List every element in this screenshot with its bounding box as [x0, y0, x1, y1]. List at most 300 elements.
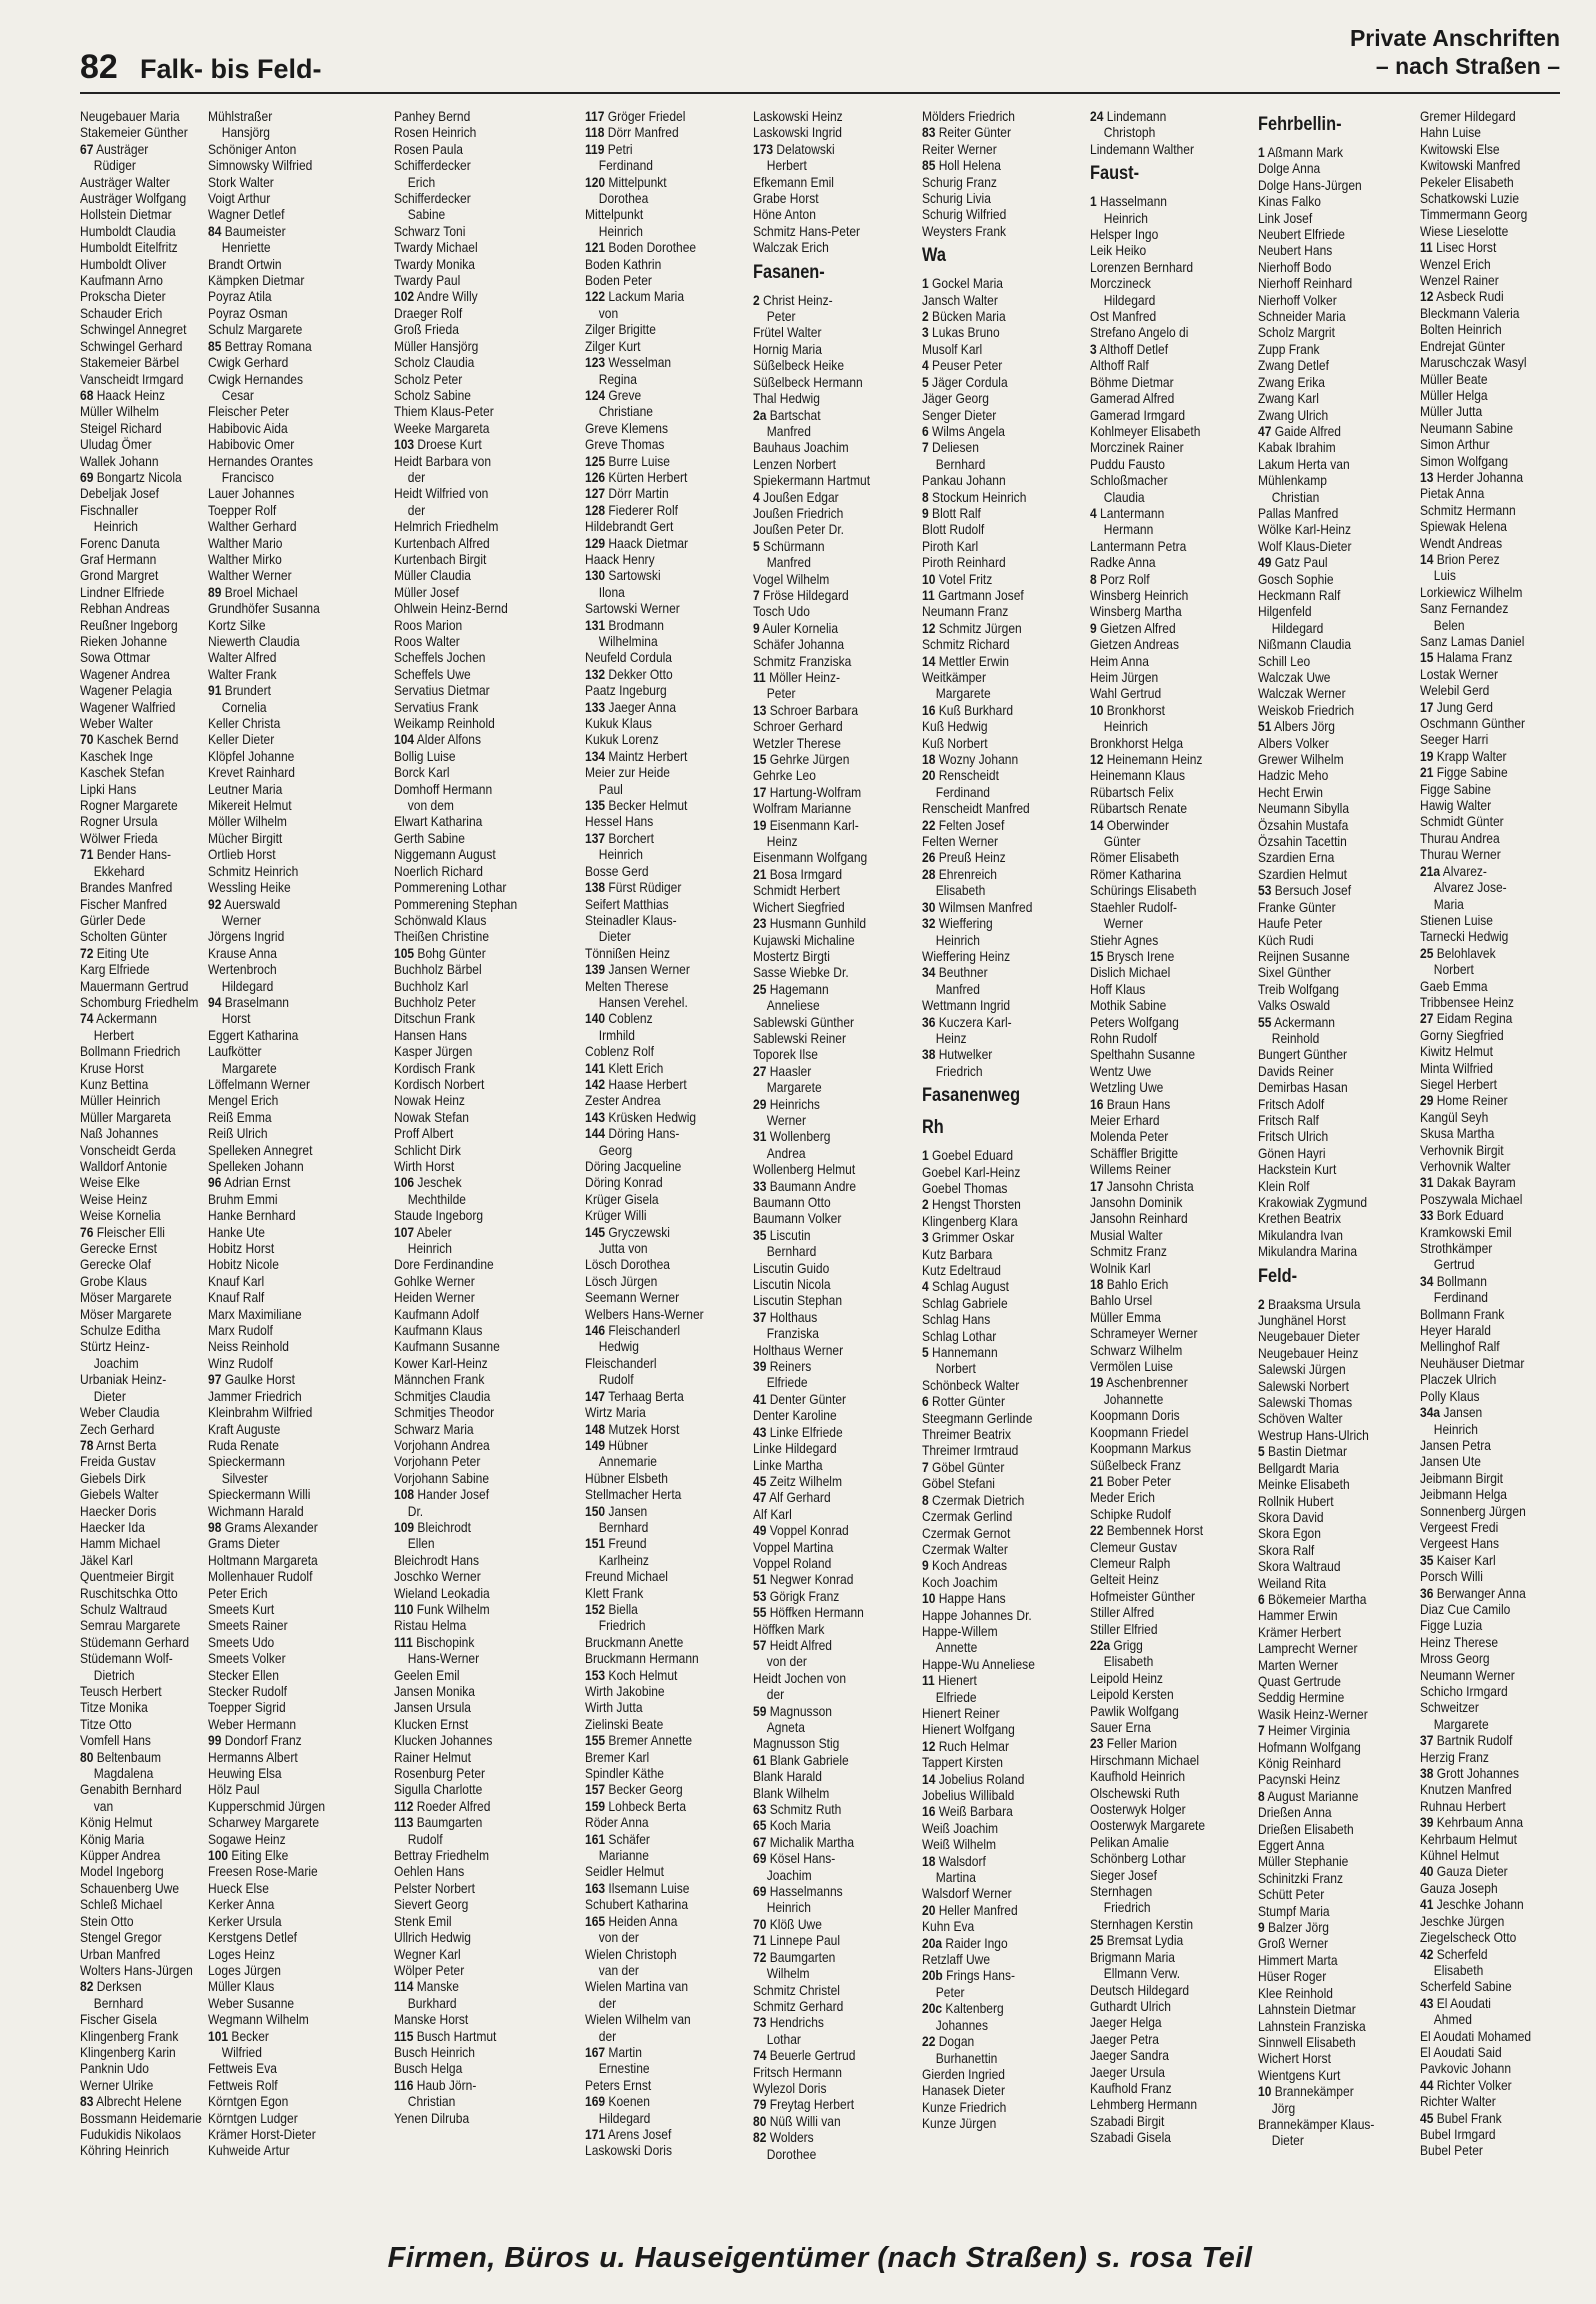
- directory-entry: Baumann Volker: [753, 1210, 842, 1227]
- house-number: 167: [585, 2043, 606, 2060]
- entry-continuation: Cornelia: [221, 698, 267, 715]
- directory-entry: Piroth Karl: [922, 537, 979, 554]
- house-number: 115: [394, 2027, 414, 2044]
- directory-entry: Lantermann Petra: [1090, 537, 1187, 554]
- house-number: 19: [753, 816, 767, 833]
- directory-entry: 33 Baumann Andre: [753, 1177, 857, 1194]
- directory-entry: 43 El Aoudati: [1420, 1994, 1491, 2011]
- directory-entry: Bubel Irmgard: [1420, 2125, 1496, 2142]
- directory-entry: Humboldt Eitelfritz: [80, 239, 178, 256]
- directory-entry: Möller Wilhelm: [208, 813, 287, 830]
- entry-continuation: Luis: [1433, 567, 1456, 584]
- directory-entry: Walldorf Antonie: [80, 1158, 168, 1174]
- directory-entry: 85 Bettray Romana: [208, 337, 312, 354]
- directory-entry: Figge Sabine: [1420, 780, 1491, 797]
- directory-entry: Pommerening Lothar: [394, 879, 507, 896]
- house-number: 171: [585, 2125, 606, 2142]
- directory-entry: König Reinhard: [1258, 1755, 1342, 1771]
- directory-entry: 53 Bersuch Josef: [1258, 882, 1352, 899]
- directory-entry: Klucken Johannes: [394, 1732, 493, 1749]
- house-number: 1: [922, 275, 929, 292]
- entry-continuation: Heinrich: [766, 1899, 811, 1916]
- directory-entry: Niggemann August: [394, 846, 496, 863]
- directory-entry: 63 Schmitz Ruth: [753, 1801, 842, 1818]
- house-number: 82: [753, 2129, 767, 2146]
- directory-entry: Simon Wolfgang: [1420, 452, 1509, 469]
- directory-entry: 106 Jeschek: [394, 1174, 462, 1191]
- directory-entry: Zilger Kurt: [585, 337, 641, 354]
- directory-entry: Böhme Dietmar: [1090, 373, 1174, 390]
- entry-continuation: Horst: [221, 1010, 251, 1027]
- directory-entry: Ristau Helma: [394, 1617, 467, 1634]
- directory-entry: Holthaus Werner: [753, 1341, 844, 1358]
- directory-entry: Vermölen Luise: [1090, 1358, 1174, 1375]
- directory-entry: Neiss Reinhold: [208, 1338, 289, 1355]
- directory-entry: 138 Fürst Rüdiger: [585, 879, 682, 896]
- directory-entry: Wieffering Heinz: [922, 947, 1011, 964]
- directory-entry: Wagener Andrea: [80, 665, 170, 682]
- house-number: 20: [922, 1901, 936, 1918]
- entry-continuation: Marianne: [598, 1847, 649, 1864]
- directory-entry: Salewski Jürgen: [1258, 1361, 1346, 1378]
- house-number: 10: [1258, 2083, 1272, 2100]
- directory-entry: 76 Fleischer Elli: [80, 1223, 165, 1240]
- directory-entry: Bolten Heinrich: [1420, 321, 1502, 338]
- directory-entry: Hanke Ute: [208, 1223, 265, 1240]
- directory-entry: 11 Hienert: [922, 1672, 977, 1689]
- directory-entry: 2 Braaksma Ursula: [1258, 1295, 1361, 1312]
- directory-entry: Ost Manfred: [1090, 308, 1157, 325]
- directory-entry: 15 Gehrke Jürgen: [753, 751, 850, 768]
- directory-entry: Gamerad Irmgard: [1090, 406, 1186, 423]
- house-number: 1: [1258, 144, 1265, 160]
- entry-continuation: Johannes: [935, 2016, 988, 2033]
- entry-continuation: Dorothea: [598, 190, 649, 207]
- directory-entry: Zwang Detlef: [1258, 357, 1329, 374]
- directory-entry: Genabith Bernhard: [80, 1781, 182, 1798]
- directory-entry: Laskowski Doris: [585, 2142, 672, 2159]
- entry-continuation: Bernhard: [93, 1994, 144, 2011]
- directory-entry: Seemann Werner: [585, 1289, 680, 1306]
- directory-entry: Kuß Norbert: [922, 734, 988, 751]
- directory-entry: Hornig Maria: [753, 340, 822, 357]
- entry-continuation: Herbert: [766, 157, 807, 174]
- directory-entry: Schulz Waltraud: [80, 1600, 168, 1617]
- directory-entry: Linke Hildegard: [753, 1440, 837, 1457]
- house-number: 3: [922, 1229, 929, 1246]
- directory-entry: El Aoudati Mohamed: [1420, 2027, 1532, 2044]
- directory-entry: 8 August Marianne: [1258, 1787, 1359, 1804]
- directory-entry: Neubert Elfriede: [1258, 226, 1346, 243]
- directory-entry: Musial Walter: [1090, 1226, 1163, 1243]
- directory-entry: Döring Jacqueline: [585, 1158, 682, 1174]
- directory-entry: Müller Klaus: [208, 1978, 275, 1995]
- directory-entry: 25 Belohlavek: [1420, 944, 1496, 961]
- directory-entry: Threimer Irmtraud: [922, 1442, 1019, 1459]
- directory-entry: Theißen Christine: [394, 928, 490, 945]
- directory-entry: Knutzen Manfred: [1420, 1781, 1512, 1798]
- directory-entry: 22a Grigg: [1090, 1636, 1143, 1653]
- directory-entry: Walther Mirko: [208, 550, 282, 567]
- house-number: 118: [585, 124, 605, 141]
- directory-entry: Haecker Ida: [80, 1518, 145, 1535]
- entry-continuation: Rüdiger: [93, 157, 136, 174]
- directory-entry: 71 Bender Hans-: [80, 846, 172, 863]
- directory-entry: Wollenberg Helmut: [753, 1161, 856, 1178]
- directory-entry: Jansen Ute: [1420, 1453, 1481, 1470]
- directory-entry: Hienert Wolfgang: [922, 1721, 1015, 1738]
- house-number: 15: [753, 751, 767, 768]
- directory-entry: Zwang Karl: [1258, 390, 1319, 407]
- directory-entry: 24 Lindemann: [1090, 108, 1167, 124]
- directory-entry: Goebel Karl-Heinz: [922, 1163, 1021, 1180]
- entry-continuation: Günter: [1103, 833, 1141, 850]
- directory-entry: Koopmann Friedel: [1090, 1423, 1189, 1440]
- house-number: 5: [753, 537, 760, 554]
- directory-entry: Kujawski Michaline: [753, 931, 855, 948]
- directory-entry: Wölke Karl-Heinz: [1258, 521, 1352, 538]
- house-number: 27: [753, 1062, 767, 1079]
- directory-entry: Sauer Erna: [1090, 1719, 1151, 1735]
- directory-entry: Schulz Margarete: [208, 321, 303, 338]
- directory-entry: Kaschek Inge: [80, 747, 153, 764]
- directory-entry: Schmitz Christel: [753, 1981, 840, 1998]
- directory-entry: 127 Dörr Martin: [585, 485, 669, 502]
- directory-entry: Peters Ernst: [585, 2076, 652, 2093]
- house-number: 157: [585, 1781, 606, 1798]
- entry-continuation: Ilona: [598, 583, 625, 600]
- house-number: 132: [585, 665, 606, 682]
- directory-entry: 163 Ilsemann Luise: [585, 1879, 690, 1896]
- directory-entry: Link Josef: [1258, 209, 1313, 226]
- directory-entry: Weiß Wilhelm: [922, 1836, 997, 1853]
- directory-entry: 16 Weiß Barbara: [922, 1803, 1013, 1820]
- directory-entry: 6 Bökemeier Martha: [1258, 1590, 1367, 1607]
- house-number: 94: [208, 993, 222, 1010]
- directory-entry: Simnowsky Wilfried: [208, 157, 313, 174]
- house-number: 114: [394, 1978, 414, 1995]
- house-number: 18: [922, 1852, 936, 1869]
- directory-entry: Grond Margret: [80, 567, 159, 584]
- directory-entry: Heidt Barbara von: [394, 452, 492, 469]
- directory-entry: Spelthahn Susanne: [1090, 1046, 1196, 1063]
- directory-entry: Schürings Elisabeth: [1090, 882, 1197, 899]
- directory-entry: Winsberg Martha: [1090, 603, 1182, 620]
- directory-entry: Neumann Werner: [1420, 1666, 1515, 1683]
- directory-entry: Oschmann Günther: [1420, 715, 1526, 732]
- directory-entry: Sogawe Heinz: [208, 1830, 286, 1847]
- directory-entry: Klöpfel Johanne: [208, 747, 295, 764]
- house-number: 129: [585, 534, 606, 551]
- directory-entry: Sowa Ottmar: [80, 649, 151, 666]
- directory-entry: Molenda Peter: [1090, 1128, 1169, 1145]
- directory-entry: Wolfram Marianne: [753, 800, 852, 817]
- directory-entry: Jammer Friedrich: [208, 1387, 302, 1404]
- directory-entry: Urban Manfred: [80, 1945, 161, 1962]
- directory-entry: 96 Adrian Ernst: [208, 1174, 291, 1191]
- directory-entry: 137 Borchert: [585, 829, 654, 846]
- directory-entry: Pankau Johann: [922, 472, 1006, 489]
- directory-entry: 12 Ruch Helmar: [922, 1737, 1010, 1754]
- directory-entry: 13 Schroer Barbara: [753, 701, 859, 718]
- directory-entry: Wolters Hans-Jürgen: [80, 1961, 193, 1978]
- directory-entry: Schwingel Gerhard: [80, 337, 183, 354]
- entry-continuation: von der: [598, 1929, 639, 1946]
- directory-entry: Kerker Ursula: [208, 1912, 282, 1929]
- directory-entry: Stiller Elfried: [1090, 1620, 1158, 1637]
- house-number: 15: [1420, 649, 1434, 666]
- house-number: 53: [753, 1587, 767, 1604]
- directory-entry: 80 Beltenbaum: [80, 1748, 162, 1765]
- entry-continuation: van der: [598, 1961, 639, 1978]
- directory-entry: Noerlich Richard: [394, 862, 483, 879]
- directory-entry: Musolf Karl: [922, 340, 983, 357]
- directory-column: [1258, 108, 1375, 2149]
- directory-entry: 37 Holthaus: [753, 1308, 818, 1325]
- entry-continuation: Burhanettin: [935, 2049, 998, 2066]
- directory-entry: Puddu Fausto: [1090, 455, 1165, 472]
- directory-entry: Wolnik Karl: [1090, 1259, 1151, 1276]
- house-number: 71: [753, 1932, 767, 1949]
- directory-entry: Stürtz Heinz-: [80, 1338, 150, 1355]
- directory-entry: Nowak Stefan: [394, 1108, 469, 1125]
- directory-entry: Krämer Horst-Dieter: [208, 2125, 316, 2142]
- entry-continuation: Margarete: [1433, 1715, 1489, 1732]
- directory-entry: 102 Andre Willy: [394, 288, 478, 305]
- directory-entry: Teusch Herbert: [80, 1683, 162, 1699]
- directory-entry: 20 Renscheidt: [922, 767, 999, 784]
- house-number: 142: [585, 1075, 606, 1092]
- house-number: 106: [394, 1174, 415, 1191]
- directory-entry: Lehmberg Hermann: [1090, 2096, 1198, 2113]
- directory-entry: Bahlo Ursel: [1090, 1292, 1153, 1309]
- directory-entry: Austräger Wolfgang: [80, 190, 187, 207]
- directory-entry: Wylezol Doris: [753, 2079, 827, 2096]
- directory-entry: Lahnstein Dietmar: [1258, 2001, 1356, 2018]
- house-number: 63: [753, 1801, 767, 1818]
- directory-entry: Müller Heinrich: [80, 1092, 161, 1109]
- directory-entry: Leutner Maria: [208, 780, 283, 797]
- house-number: 89: [208, 583, 222, 600]
- directory-entry: Spelleken Annegret: [208, 1141, 313, 1158]
- directory-entry: Winz Rudolf: [208, 1354, 273, 1371]
- directory-entry: Thurau Andrea: [1420, 829, 1500, 846]
- directory-entry: Freund Michael: [585, 1568, 668, 1585]
- directory-entry: Skora Waltraud: [1258, 1558, 1341, 1575]
- directory-entry: Schönwald Klaus: [394, 911, 487, 928]
- directory-entry: 112 Roeder Alfred: [394, 1797, 491, 1814]
- house-number: 71: [80, 846, 94, 863]
- entry-continuation: Peter: [766, 685, 796, 702]
- entry-continuation: Dr.: [407, 1502, 424, 1519]
- street-heading: Faust-: [1090, 163, 1140, 185]
- directory-entry: Bubel Peter: [1420, 2142, 1483, 2159]
- directory-entry: 36 Kuczera Karl-: [922, 1013, 1012, 1030]
- directory-entry: Mikulandra Marina: [1258, 1243, 1358, 1260]
- directory-entry: Krause Anna: [208, 944, 277, 961]
- house-number: 8: [1258, 1787, 1265, 1804]
- directory-entry: 104 Alder Alfons: [394, 731, 482, 748]
- directory-entry: Giebels Dirk: [80, 1469, 146, 1486]
- directory-entry: Wegmann Wilhelm: [208, 2011, 309, 2028]
- directory-entry: Schütt Peter: [1258, 1886, 1325, 1903]
- directory-entry: 20c Kaltenberg: [922, 2000, 1004, 2017]
- directory-entry: 72 Eiting Ute: [80, 944, 149, 961]
- entry-continuation: Hedwig: [598, 1338, 639, 1355]
- directory-entry: 9 Blott Ralf: [922, 504, 981, 521]
- directory-entry: Humboldt Oliver: [80, 255, 167, 272]
- entry-continuation: Christian: [1271, 488, 1320, 505]
- house-number: 7: [1258, 1722, 1265, 1739]
- directory-entry: 14 Jobelius Roland: [922, 1770, 1025, 1787]
- directory-entry: Spelleken Johann: [208, 1158, 304, 1174]
- house-number: 19: [1420, 747, 1434, 764]
- entry-continuation: Rudolf: [598, 1371, 634, 1388]
- directory-entry: Koch Joachim: [922, 1573, 998, 1590]
- directory-entry: Walther Werner: [208, 567, 292, 584]
- house-number: 38: [1420, 1765, 1434, 1782]
- directory-entry: 116 Haub Jörn-: [394, 2076, 477, 2093]
- directory-entry: Humboldt Claudia: [80, 222, 176, 239]
- directory-entry: Stakemeier Bärbel: [80, 354, 180, 371]
- house-number: 76: [80, 1223, 94, 1240]
- directory-entry: Kaufmann Adolf: [394, 1305, 480, 1322]
- directory-entry: Stiehr Agnes: [1090, 931, 1159, 948]
- running-head-line-1: Private Anschriften: [1349, 25, 1560, 51]
- directory-entry: Schmitz Hans-Peter: [753, 222, 861, 239]
- directory-entry: 5 Schürmann: [753, 537, 825, 554]
- directory-entry: Stecker Rudolf: [208, 1683, 287, 1699]
- directory-entry: Heidt Wilfried von: [394, 485, 489, 502]
- house-number: 20a: [922, 1934, 943, 1951]
- entry-continuation: Friedrich: [1103, 1899, 1151, 1916]
- directory-entry: Liscutin Guido: [753, 1259, 830, 1276]
- directory-entry: Marx Rudolf: [208, 1322, 273, 1339]
- house-number: 69: [753, 1883, 767, 1900]
- house-number: 15: [1090, 947, 1104, 964]
- directory-entry: Gauza Joseph: [1420, 1879, 1498, 1896]
- directory-entry: Bollmann Friedrich: [80, 1043, 181, 1060]
- directory-entry: Kämpken Dietmar: [208, 272, 305, 289]
- house-number: 12: [922, 1737, 936, 1754]
- directory-entry: Sablewski Reiner: [753, 1029, 847, 1046]
- directory-entry: Stein Otto: [80, 1912, 134, 1929]
- entry-continuation: Dorothee: [766, 2145, 817, 2162]
- house-number: 159: [585, 1797, 606, 1814]
- house-number: 79: [753, 2096, 767, 2113]
- directory-entry: 1 Hasselmann: [1090, 193, 1167, 210]
- directory-entry: Valks Oswald: [1258, 997, 1331, 1014]
- entry-continuation: Elisabeth: [935, 882, 986, 899]
- house-number: 16: [922, 1803, 936, 1820]
- directory-entry: Zielinski Beate: [585, 1715, 664, 1732]
- directory-entry: Busch Heinrich: [394, 2043, 475, 2060]
- directory-entry: 129 Haack Dietmar: [585, 534, 689, 551]
- directory-entry: Kaufhold Franz: [1090, 2079, 1172, 2096]
- directory-entry: Schneider Maria: [1258, 308, 1346, 325]
- house-number: 29: [1420, 1092, 1434, 1109]
- directory-entry: Kerker Anna: [208, 1896, 275, 1913]
- directory-entry: Nierhoff Volker: [1258, 291, 1337, 308]
- entry-continuation: Werner: [766, 1111, 807, 1128]
- house-number: 101: [208, 2027, 229, 2044]
- directory-entry: Jaeger Ursula: [1090, 2063, 1165, 2080]
- directory-entry: Schäffler Brigitte: [1090, 1144, 1179, 1161]
- directory-entry: 4 Lantermann: [1090, 504, 1165, 521]
- directory-entry: Ruda Renate: [208, 1436, 279, 1453]
- directory-entry: 5 Jäger Cordula: [922, 373, 1008, 390]
- directory-entry: Kuhweide Artur: [208, 2142, 290, 2159]
- directory-entry: 92 Auerswald: [208, 895, 281, 912]
- directory-entry: Nißmann Claudia: [1258, 636, 1352, 653]
- house-number: 11: [753, 669, 766, 685]
- directory-entry: 10 Brannekämper: [1258, 2083, 1354, 2100]
- directory-entry: König Maria: [80, 1830, 145, 1847]
- directory-entry: Mellinghof Ralf: [1420, 1338, 1500, 1355]
- directory-entry: Neuhäuser Dietmar: [1420, 1354, 1525, 1371]
- house-number: 139: [585, 961, 606, 978]
- directory-entry: Bruhm Emmi: [208, 1190, 278, 1207]
- directory-entry: Schlicht Dirk: [394, 1141, 461, 1158]
- directory-entry: Voigt Arthur: [208, 190, 271, 207]
- directory-entry: Kleinbrahm Wilfried: [208, 1404, 313, 1421]
- directory-entry: 83 Reiter Günter: [922, 124, 1012, 141]
- directory-entry: Scheffels Jochen: [394, 649, 486, 666]
- directory-entry: Sonnenberg Jürgen: [1420, 1502, 1526, 1519]
- directory-entry: Drießen Elisabeth: [1258, 1820, 1354, 1837]
- directory-entry: Sablewski Günther: [753, 1013, 855, 1030]
- house-number: 41: [753, 1390, 767, 1407]
- entry-continuation: Hildegard: [1103, 291, 1156, 308]
- directory-entry: Meier Erhard: [1090, 1111, 1160, 1128]
- house-number: 105: [394, 944, 415, 961]
- house-number: 113: [394, 1814, 414, 1831]
- house-number: 7: [922, 439, 929, 456]
- house-number: 10: [1090, 701, 1104, 718]
- house-number: 153: [585, 1666, 606, 1683]
- house-number: 124: [585, 386, 606, 403]
- directory-entry: Hofmann Wolfgang: [1258, 1738, 1361, 1755]
- directory-entry: Bosse Gerd: [585, 862, 649, 879]
- directory-entry: Hildebrandt Gert: [585, 518, 674, 535]
- directory-entry: Walczak Uwe: [1258, 669, 1331, 685]
- directory-entry: 47 Alf Gerhard: [753, 1489, 831, 1506]
- directory-entry: Kaschek Stefan: [80, 764, 165, 781]
- directory-entry: 69 Hasselmanns: [753, 1883, 843, 1900]
- directory-entry: Weise Heinz: [80, 1190, 148, 1207]
- directory-entry: Kortz Silke: [208, 616, 266, 633]
- directory-entry: 159 Lohbeck Berta: [585, 1797, 687, 1814]
- directory-entry: 169 Koenen: [585, 2093, 650, 2110]
- directory-entry: Walther Gerhard: [208, 518, 297, 535]
- directory-entry: Strothkämper: [1420, 1240, 1493, 1257]
- directory-entry: Boden Kathrin: [585, 255, 662, 272]
- directory-entry: Ruhnau Herbert: [1420, 1797, 1506, 1814]
- directory-entry: Krüger Gisela: [585, 1190, 659, 1207]
- directory-entry: Freida Gustav: [80, 1453, 156, 1470]
- directory-entry: Retzlaff Uwe: [922, 1951, 991, 1968]
- entry-continuation: Bernhard: [598, 1518, 649, 1535]
- directory-entry: Kordisch Frank: [394, 1059, 475, 1076]
- directory-entry: Strefano Angelo di: [1090, 324, 1189, 341]
- directory-entry: Busch Helga: [394, 2060, 463, 2077]
- directory-entry: Gönen Hayri: [1258, 1144, 1326, 1161]
- directory-entry: Kinas Falko: [1258, 193, 1321, 210]
- directory-entry: Mauermann Gertrud: [80, 977, 189, 994]
- house-number: 47: [1258, 422, 1272, 439]
- house-number: 9: [1258, 1919, 1265, 1936]
- directory-entry: Pelikan Amalie: [1090, 1833, 1169, 1850]
